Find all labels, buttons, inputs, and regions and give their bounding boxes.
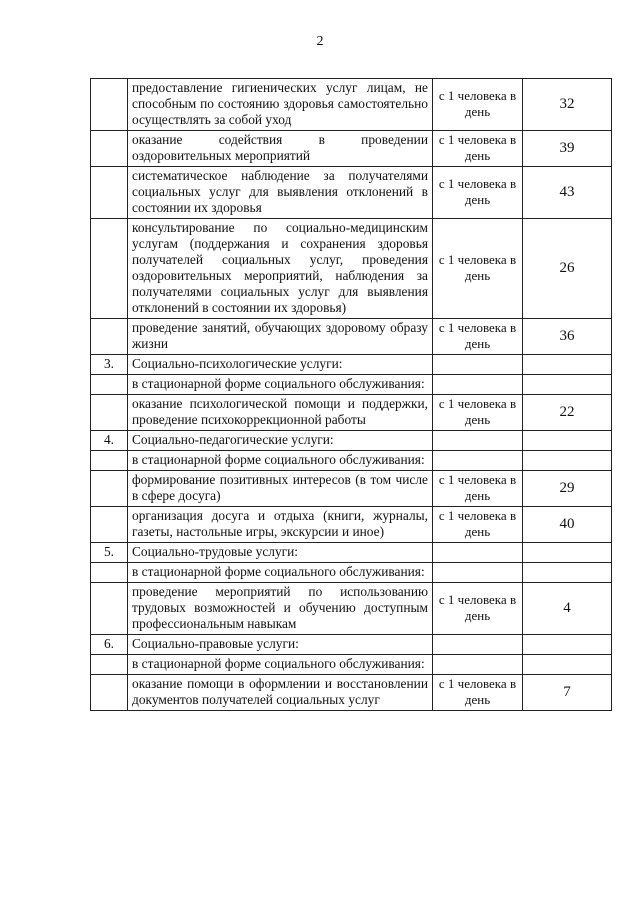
- row-number: 6.: [91, 635, 128, 655]
- service-unit: [433, 563, 523, 583]
- service-unit: [433, 543, 523, 563]
- service-description: в стационарной форме социального обслуживания:: [128, 563, 433, 583]
- services-table: [90, 78, 612, 711]
- section-title: Социально-педагогические услуги:: [128, 431, 433, 451]
- service-description: в стационарной форме социального обслуживания:: [128, 375, 433, 395]
- service-unit: [433, 451, 523, 471]
- service-unit: с 1 человека в день: [433, 395, 523, 431]
- service-description: проведение занятий, обучающих здоровому образу жизни: [128, 319, 433, 355]
- row-number: [91, 375, 128, 395]
- table-row: [91, 563, 612, 583]
- service-unit: с 1 человека в день: [433, 471, 523, 507]
- service-unit: с 1 человека в день: [433, 79, 523, 131]
- row-number: 3.: [91, 355, 128, 375]
- table-row: [91, 431, 612, 451]
- service-description: в стационарной форме социального обслуживания:: [128, 655, 433, 675]
- table-row: [91, 319, 612, 355]
- service-unit: с 1 человека в день: [433, 167, 523, 219]
- service-description: формирование позитивных интересов (в том числе в сфере досуга): [128, 471, 433, 507]
- service-description: оказание помощи в оформлении и восстановлении документов получателей социальных услуг: [128, 675, 433, 711]
- service-value: [523, 431, 612, 451]
- service-unit: [433, 655, 523, 675]
- service-value: 7: [523, 675, 612, 711]
- service-value: [523, 355, 612, 375]
- row-number: [91, 451, 128, 471]
- service-value: 36: [523, 319, 612, 355]
- service-unit: [433, 355, 523, 375]
- table-row: [91, 507, 612, 543]
- service-value: 22: [523, 395, 612, 431]
- service-unit: с 1 человека в день: [433, 131, 523, 167]
- service-unit: [433, 375, 523, 395]
- section-title: Социально-психологические услуги:: [128, 355, 433, 375]
- service-unit: с 1 человека в день: [433, 507, 523, 543]
- table-row: [91, 583, 612, 635]
- service-unit: с 1 человека в день: [433, 219, 523, 319]
- service-value: 29: [523, 471, 612, 507]
- row-number: [91, 655, 128, 675]
- row-number: [91, 507, 128, 543]
- service-description: предоставление гигиенических услуг лицам, не способным по состоянию здоровья самостоятельно осуществлять за собой уход: [128, 79, 433, 131]
- service-value: [523, 375, 612, 395]
- service-description: в стационарной форме социального обслуживания:: [128, 451, 433, 471]
- service-value: 39: [523, 131, 612, 167]
- table-row: [91, 471, 612, 507]
- section-title: Социально-правовые услуги:: [128, 635, 433, 655]
- table-row: [91, 167, 612, 219]
- table-row: [91, 375, 612, 395]
- service-description: систематическое наблюдение за получателями социальных услуг для выявления отклонений в состоянии их здоровья: [128, 167, 433, 219]
- row-number: [91, 79, 128, 131]
- table-row: [91, 79, 612, 131]
- service-value: [523, 451, 612, 471]
- service-description: оказание психологической помощи и поддержки, проведение психокоррекционной работы: [128, 395, 433, 431]
- table-row: [91, 219, 612, 319]
- table-row: [91, 635, 612, 655]
- service-value: 32: [523, 79, 612, 131]
- service-value: 40: [523, 507, 612, 543]
- service-value: [523, 543, 612, 563]
- row-number: [91, 471, 128, 507]
- service-value: [523, 635, 612, 655]
- row-number: 5.: [91, 543, 128, 563]
- table-row: [91, 355, 612, 375]
- service-unit: [433, 431, 523, 451]
- row-number: [91, 675, 128, 711]
- row-number: 4.: [91, 431, 128, 451]
- section-title: Социально-трудовые услуги:: [128, 543, 433, 563]
- service-value: 4: [523, 583, 612, 635]
- row-number: [91, 167, 128, 219]
- service-unit: [433, 635, 523, 655]
- table-row: [91, 675, 612, 711]
- table-row: [91, 131, 612, 167]
- row-number: [91, 219, 128, 319]
- table-row: [91, 451, 612, 471]
- row-number: [91, 395, 128, 431]
- table-row: [91, 395, 612, 431]
- service-description: организация досуга и отдыха (книги, журналы, газеты, настольные игры, экскурсии и иное): [128, 507, 433, 543]
- service-unit: с 1 человека в день: [433, 583, 523, 635]
- row-number: [91, 131, 128, 167]
- row-number: [91, 563, 128, 583]
- service-value: 43: [523, 167, 612, 219]
- service-description: проведение мероприятий по использованию трудовых возможностей и обучению доступным профессиональным навыкам: [128, 583, 433, 635]
- page-number: 2: [316, 34, 324, 49]
- table-row: [91, 543, 612, 563]
- service-description: оказание содействия в проведении оздоровительных мероприятий: [128, 131, 433, 167]
- services-table-body: [91, 79, 612, 711]
- row-number: [91, 583, 128, 635]
- service-description: консультирование по социально-медицинским услугам (поддержания и сохранения здоровья получателей социальных услуг, проведения оздоровительных мероприятий, наблюдения за получателями социальных услуг для выявления отклонений в состоянии их здоровья): [128, 219, 433, 319]
- service-unit: с 1 человека в день: [433, 675, 523, 711]
- service-value: 26: [523, 219, 612, 319]
- service-value: [523, 563, 612, 583]
- table-row: [91, 655, 612, 675]
- row-number: [91, 319, 128, 355]
- service-unit: с 1 человека в день: [433, 319, 523, 355]
- service-value: [523, 655, 612, 675]
